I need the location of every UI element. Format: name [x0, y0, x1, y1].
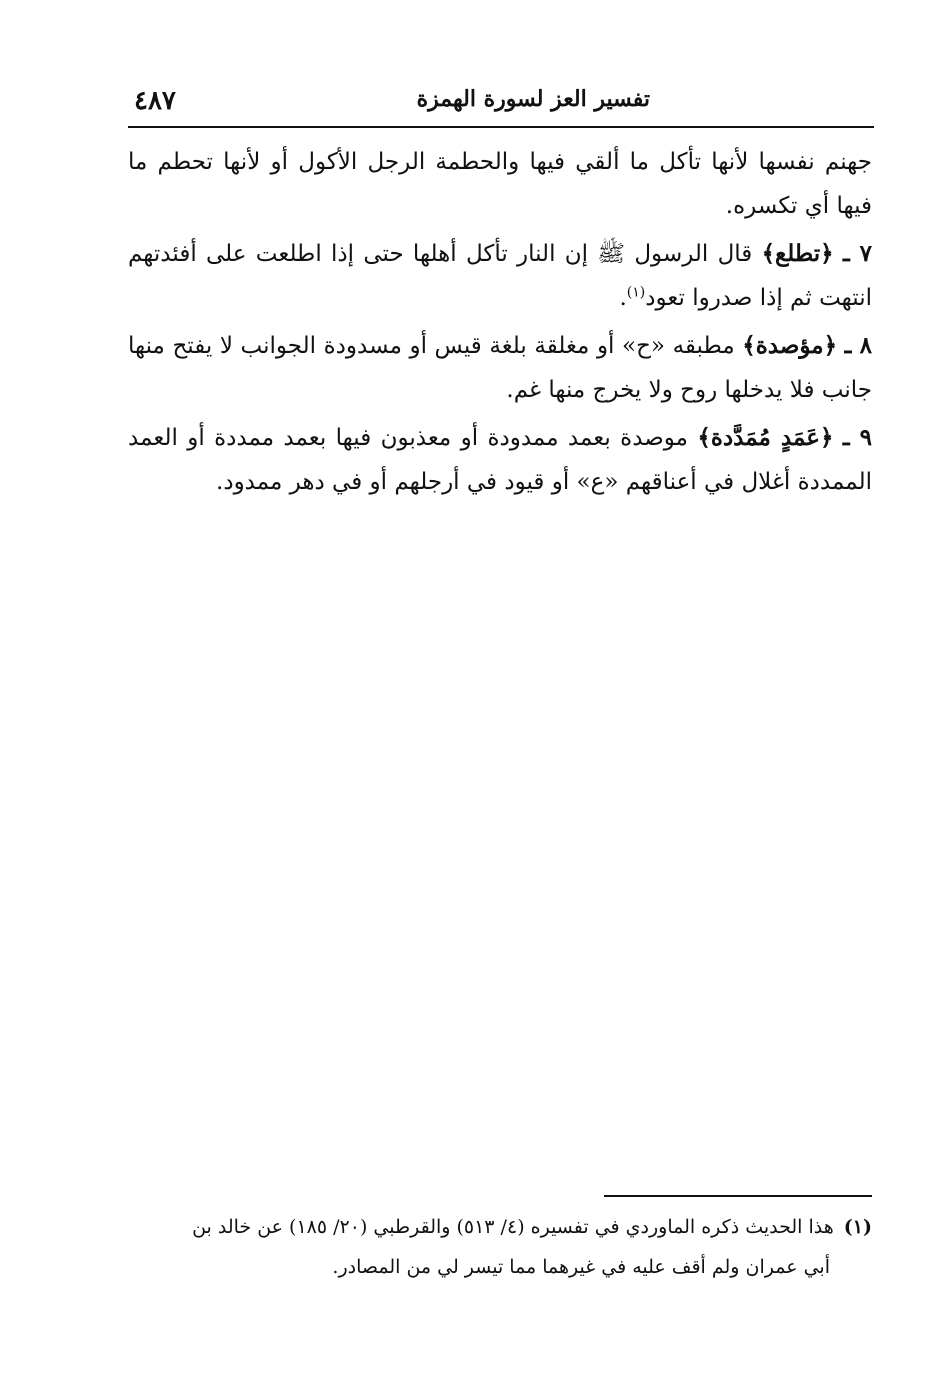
footnote-1 [120, 1207, 872, 1247]
header-title: تفسير العز لسورة الهمزة [416, 86, 650, 112]
quran-word: ﴿عَمَدٍ مُمَدَّدة﴾ [697, 424, 834, 451]
item-paragraph-9 [128, 416, 872, 504]
footnote-reference: (١) [626, 284, 646, 301]
footnote-marker: (١) [843, 1216, 872, 1238]
item-text: قال الرسول ﷺ إن النار تأكل أهلها حتى إذا اطلعت على أفئدتهم انتهت ثم إذا صدروا تعود [128, 241, 872, 311]
item-paragraph-8 [128, 324, 872, 412]
item-number: ٧ ـ [842, 240, 873, 267]
quran-word: ﴿تطلع﴾ [761, 240, 834, 267]
footnote-line-2: أبي عمران ولم أقف عليه في غيرهما مما تيسر لي من المصادر. [332, 1256, 830, 1278]
item-end: . [619, 285, 627, 311]
item-paragraph-7 [128, 232, 872, 320]
item-text: مطبقه «ح» أو مغلقة بلغة قيس أو مسدودة الجوانب لا يفتح منها جانب فلا يدخلها روح ولا يخرج منها غم. [128, 333, 872, 403]
running-header [128, 84, 872, 124]
body-text [128, 140, 872, 508]
item-number: ٨ ـ [844, 332, 873, 359]
item-text: موصدة بعمد ممدودة أو معذبون فيها بعمد ممددة أو العمد الممددة أغلال في أعناقهم «ع» أو قيود في أرجلهم أو في دهر ممدود. [128, 425, 872, 495]
page-number: ٤٨٧ [134, 86, 176, 116]
footnote-line-1: هذا الحديث ذكره الماوردي في تفسيره (٤/ ٥١٣) والقرطبي (٢٠/ ١٨٥) عن خالد بن [192, 1216, 834, 1238]
intro-paragraph: جهنم نفسها لأنها تأكل ما ألقي فيها والحطمة الرجل الأكول أو لأنها تحطم ما فيها أي تكسره. [128, 149, 872, 219]
quran-word: ﴿مؤصدة﴾ [742, 332, 838, 359]
header-rule [128, 126, 874, 128]
item-number: ٩ ـ [842, 424, 873, 451]
footnotes [120, 1207, 872, 1287]
footnote-rule [604, 1195, 872, 1197]
